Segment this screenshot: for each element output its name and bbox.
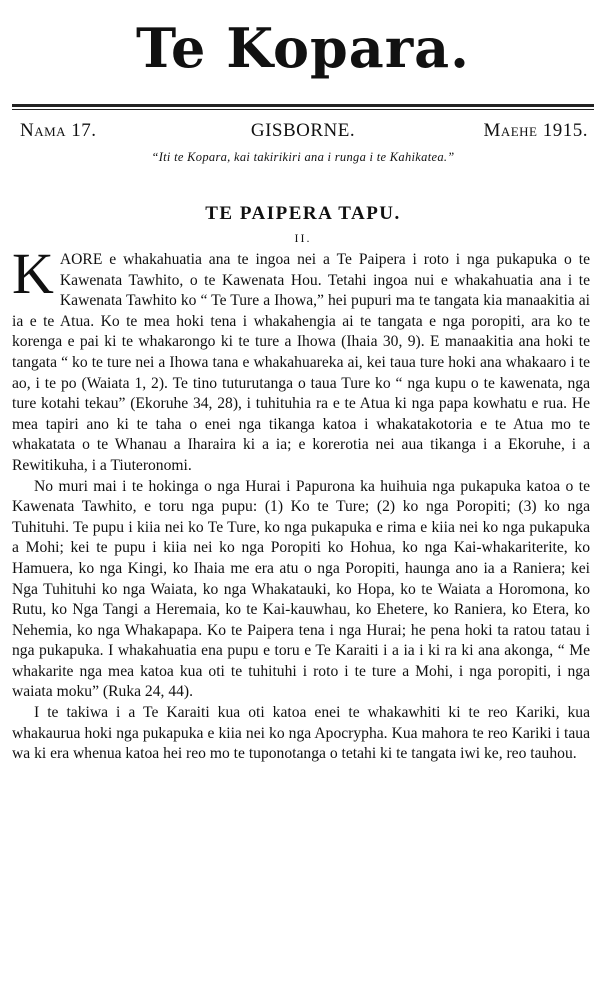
drop-cap: K — [12, 241, 54, 306]
paragraph-text: AORE e whakahuatia ana te ingoa nei a Te Paipera i roto i nga pukapuka o te Kawenata Tawhito, o te Kawenata Hou. Tetahi ingoa nui e whakahuatia ana i te Kawenata Tawhito ko “ Te Ture a Ihowa,” hei pupuri ma te tangata kia manaakitia ai ia e te Atua. Ko te mea hoki tena i whakahengia ai te tangata e nga poropiti, ara ko te korenga e pai ki te whakarongo ki te ture a Ihowa (Ihaia 30, 9). E manaakitia ana hoki te tangata “ ko te ture nei a Ihowa tana e whakahuareka ai, kei taua ture hoki ana whakaaro i te ao, i te po (Waiata 1, 2). Te tino tuturutanga o taua Ture ko “ nga kupu o te kawenata, nga ture kotahi tekau” (Ekoruhe 34, 28), i tuhituhia ra e te Atua ki nga papa kowhatu e rua. He mea tapiri ano ki te taha o enei nga tikanga katoa i whakatakotoria e te Atua mo te whakatata o te Whanau a Iharaira ki a ia; e korerotia nei aua tikanga i a Ekoruhe, i a Rewitikuha, i a Tiuteronomi. — [12, 251, 590, 474]
issue-number: Nama 17. — [20, 120, 97, 141]
masthead-rule-thick — [12, 104, 594, 107]
issue-line — [14, 120, 592, 146]
masthead-motto: “Iti te Kopara, kai takirikiri ana i runga i te Kahikatea.” — [151, 150, 455, 164]
issue-date: Maehe 1915. — [483, 120, 588, 141]
masthead-rule-thin — [12, 109, 594, 110]
article-body — [12, 241, 590, 765]
article-paragraph — [12, 241, 590, 477]
issue-place: GISBORNE. — [250, 120, 356, 141]
article-paragraph: I te takiwa i a Te Karaiti kua oti katoa enei te whakawhiti ki te reo Kariki, kua whakaurua hoki nga pukapuka e kiia nei ko nga Apocrypha. Kua mahora te reo Kariki i taua wa ki era whenua katoa hei reo mo te tuponotanga o tetahi ki te tangata iwi ke, reo tauhou. — [12, 704, 590, 763]
article-part-number: II. — [294, 231, 312, 245]
article-title: TE PAIPERA TAPU. — [205, 203, 401, 224]
masthead-title: Te Kopara. — [136, 16, 470, 80]
article-paragraph: No muri mai i te hokinga o nga Hurai i Papurona ka huihuia nga pukapuka katoa o te Kawenata Tawhito, e toru nga pupu: (1) Ko te Ture; (2) ko nga Poropiti; (3) ko nga Tuhituhi. Te pupu i kiia nei ko Te Ture, ko nga pukapuka e rima e kiia nei ko nga pukapuka a Mohi; kei te pupu i kiia nei ko nga Poropiti ko Hohua, ko nga Kai-whakariterite, ko Hamuera, ko nga Kingi, ko Ihaia me era atu o nga Poropiti, haunga ano ia a Raniera; kei Nga Tuhituhi ko nga Waiata, ko nga Whakatauki, ko Hopa, ko te Waiata a Horomona, ko Rutu, ko Nga Tangi a Heremaia, ko te Kai-kauwhau, ko Ehetere, ko Raniera, ko Etera, ko Nehemia, ko nga Whakapapa. Ko te Paipera tena i nga Hurai; he pena hoki ta ratou tatau i nga pukapuka. I whakahuatia ena pupu e toru e Te Karaiti i a ia i ki ra ki ana akonga, “ Me whakarite nga mea katoa kua oti te tuhituhi i roto i te ture a Mohi, i nga poropiti, i nga waiata moku” (Ruka 24, 44). — [12, 477, 590, 701]
